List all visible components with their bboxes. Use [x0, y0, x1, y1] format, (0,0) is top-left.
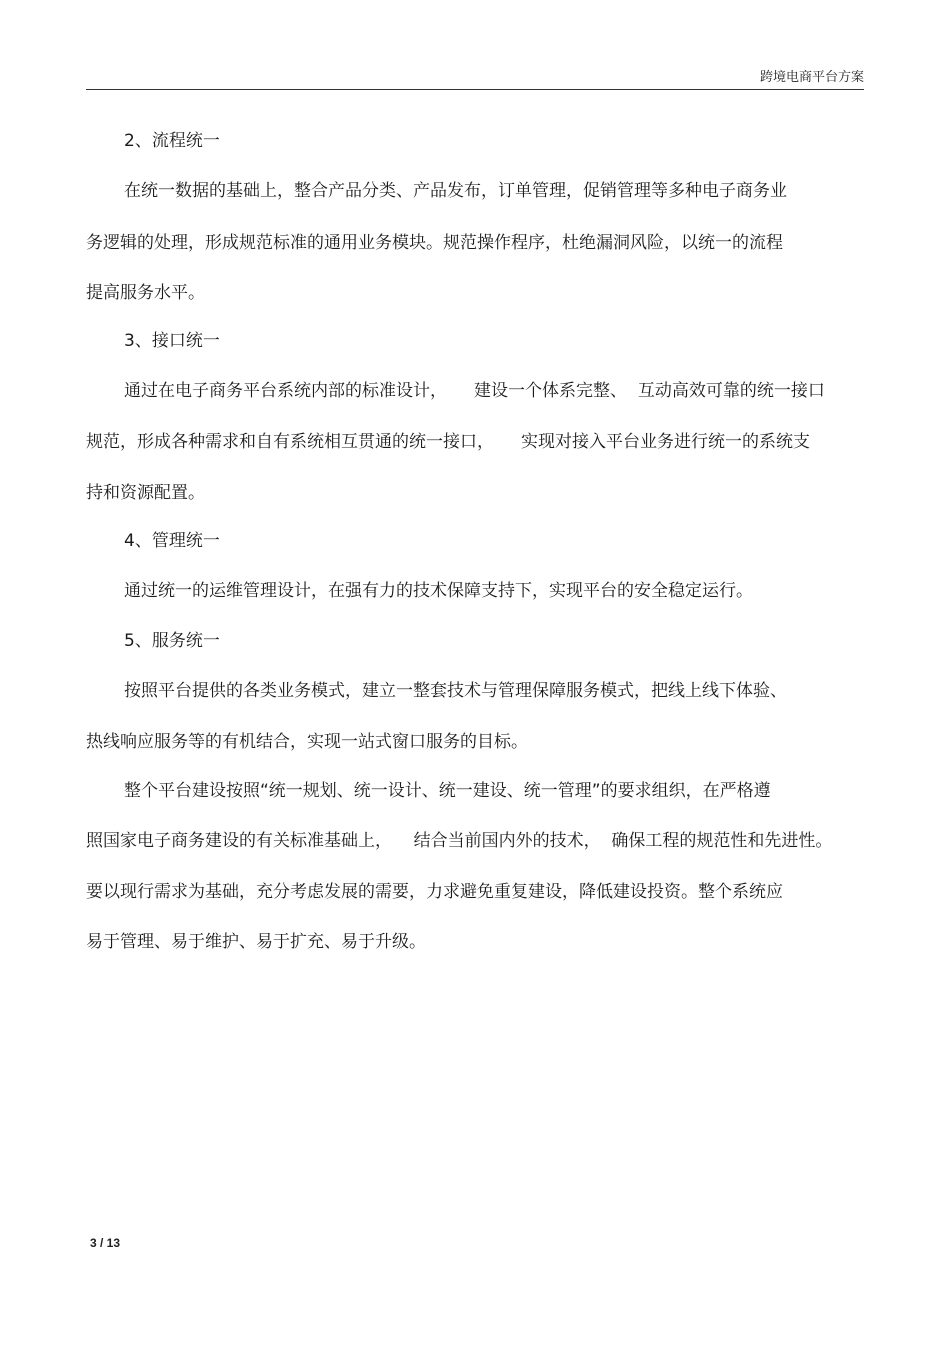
header-divider [86, 89, 864, 90]
section-heading-service: 5、服务统一 [124, 631, 220, 651]
paragraph-line: 规范，形成各种需求和自有系统相互贯通的统一接口， 实现对接入平台业务进行统一的系统支 [86, 432, 811, 452]
paragraph-line: 整个平台建设按照“统一规划、统一设计、统一建设、统一管理”的要求组织，在严格遵 [124, 781, 771, 801]
page-number: 3 / 13 [90, 1236, 121, 1250]
paragraph-line: 按照平台提供的各类业务模式，建立一整套技术与管理保障服务模式，把线上线下体验、 [124, 681, 787, 701]
paragraph-line: 通过在电子商务平台系统内部的标准设计， 建设一个体系完整、 互动高效可靠的统一接口 [124, 381, 825, 401]
paragraph-line: 要以现行需求为基础，充分考虑发展的需要，力求避免重复建设，降低建设投资。整个系统应 [86, 882, 783, 902]
paragraph-line: 提高服务水平。 [86, 283, 205, 303]
section-heading-interface: 3、接口统一 [124, 331, 220, 351]
paragraph-line: 易于管理、易于维护、易于扩充、易于升级。 [86, 932, 426, 952]
paragraph-line: 务逻辑的处理，形成规范标准的通用业务模块。规范操作程序，杜绝漏洞风险，以统一的流程 [86, 233, 783, 253]
section-heading-management: 4、管理统一 [124, 531, 220, 551]
paragraph-line: 照国家电子商务建设的有关标准基础上， 结合当前国内外的技术， 确保工程的规范性和先进性。 [86, 831, 833, 851]
paragraph-line: 持和资源配置。 [86, 483, 205, 503]
section-heading-process: 2、流程统一 [124, 131, 220, 151]
document-header-title: 跨境电商平台方案 [759, 70, 864, 85]
paragraph-line: 热线响应服务等的有机结合，实现一站式窗口服务的目标。 [86, 732, 528, 752]
paragraph-line: 在统一数据的基础上，整合产品分类、产品发布，订单管理，促销管理等多种电子商务业 [124, 181, 787, 201]
paragraph-line: 通过统一的运维管理设计，在强有力的技术保障支持下，实现平台的安全稳定运行。 [124, 581, 753, 601]
